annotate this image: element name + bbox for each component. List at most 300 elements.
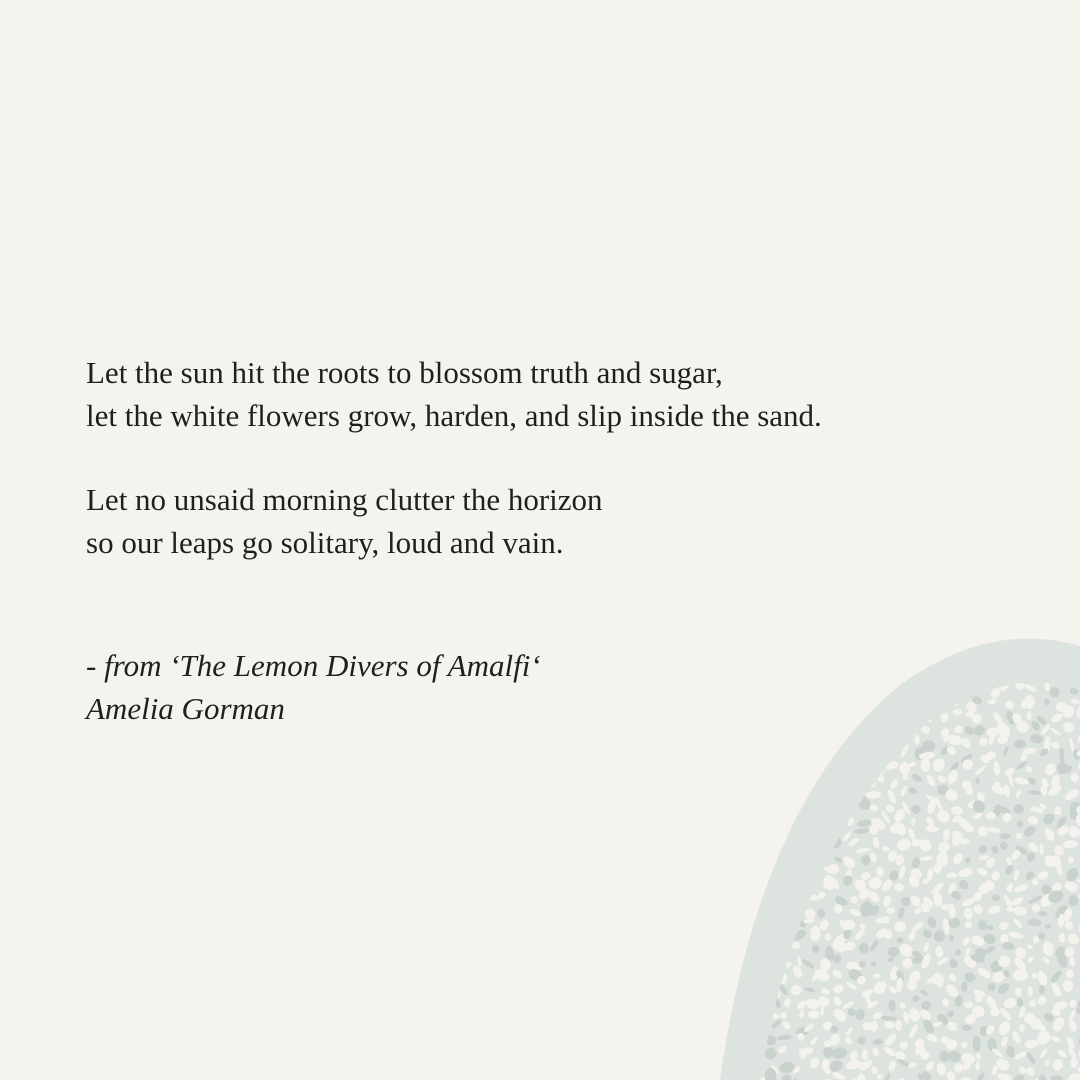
decor-spot [753,841,765,852]
decor-spot [1029,999,1036,1007]
decor-spot [873,973,881,978]
decor-spot [848,790,856,798]
decor-spot [869,815,887,832]
decor-spot [886,788,897,804]
decor-spot [1036,870,1050,882]
decor-spot [1063,879,1079,893]
decor-spot [971,1005,985,1018]
decor-spot [1027,986,1033,997]
decor-spot [872,682,881,691]
decor-spot [926,1033,939,1044]
decor-spot [998,920,1010,931]
decor-spot [835,741,843,752]
decor-spot [907,874,922,890]
decor-spot [899,762,910,776]
attribution [86,644,541,730]
decor-spot [1044,854,1056,867]
decor-spot [800,703,818,720]
decor-spot [808,1056,821,1070]
decor-spot [885,723,894,734]
decor-spot [965,711,974,719]
decor-spot [764,751,773,760]
decor-spot [1005,710,1017,726]
decor-spot [922,942,930,953]
decor-spot [778,710,786,721]
decor-spot [905,685,922,700]
decor-spot [831,953,843,965]
decor-spot [770,880,782,892]
decor-spot [1042,956,1051,966]
decor-spot [1013,1073,1025,1080]
decor-spot [942,828,950,841]
decor-spot [826,694,842,709]
decor-spot [1005,1045,1016,1058]
decor-spot [783,844,795,857]
decor-spot [964,856,972,864]
decor-spot [1014,844,1029,857]
decor-spot [991,1047,1004,1059]
decor-spot [924,1060,936,1073]
decor-spot [884,731,898,746]
decor-spot [881,845,890,852]
decor-spot [780,902,790,915]
decor-spot [961,953,978,970]
decor-spot [939,727,950,739]
decor-spot [754,707,766,719]
decor-spot [988,958,1005,974]
decor-spot [855,1073,866,1080]
decor-spot [841,920,856,931]
decor-spot [875,917,885,924]
decor-spot [969,953,985,964]
decor-spot [924,715,934,724]
decor-spot [1002,969,1011,979]
decor-spot [881,1073,891,1080]
decor-spot [1076,1064,1080,1075]
decor-spot [911,706,921,721]
decor-spot [857,682,873,696]
decor-spot [1070,801,1080,815]
decor-spot [882,1045,897,1058]
decor-spot [957,878,970,891]
decor-spot [808,853,819,864]
decor-spot [910,772,923,783]
decor-spot [960,838,971,845]
decor-spot [843,760,852,769]
decor-spot [1038,985,1045,995]
decor-spot [911,994,921,1004]
decor-spot [845,1026,855,1037]
decor-spot [972,903,985,916]
decor-spot [802,1046,814,1055]
decor-spot [954,995,964,1008]
decor-spot [1027,776,1037,786]
decor-spot [841,928,853,941]
decor-spot [977,882,991,896]
decor-spot [1005,856,1013,866]
decor-spot [848,721,859,732]
decor-spot [932,1020,944,1027]
decor-spot [818,843,825,849]
decor-spot [978,736,990,748]
decor-spot [945,1020,959,1033]
decor-spot [863,992,872,1007]
decor-spot [1043,698,1050,706]
decor-spot [970,798,987,815]
decor-spot [921,927,933,939]
decor-spot [887,985,898,995]
decor-spot [1042,826,1056,842]
decor-spot [908,866,924,882]
decor-spot [954,725,964,734]
decor-spot [766,868,778,882]
decor-spot [930,881,945,896]
decor-spot [796,956,802,967]
decor-spot [753,735,765,746]
decor-spot [822,716,830,724]
decor-spot [914,747,927,761]
decor-spot [777,916,794,931]
decor-spot [780,853,793,863]
decor-spot [1006,907,1015,913]
decor-spot [806,804,820,816]
decor-spot [843,1036,853,1046]
decor-spot [949,760,961,773]
decor-spot [874,773,886,784]
decor-spot [987,698,997,705]
decor-spot [1065,764,1074,774]
decor-spot [781,1019,792,1031]
decor-spot [918,751,935,761]
decor-spot [1063,840,1079,849]
decor-spot [866,999,879,1010]
decor-spot [1030,719,1042,732]
decor-spot [1068,956,1076,967]
decor-spot [756,753,766,764]
decor-spot [844,732,860,749]
decor-spot [806,785,816,796]
decor-spot [769,971,782,979]
decor-spot [941,904,949,911]
decor-spot [792,942,801,949]
decor-spot [750,931,765,947]
decor-spot [1050,1035,1061,1044]
decor-spot [870,731,886,746]
decor-spot [1010,895,1024,907]
decor-spot [999,833,1011,839]
decor-spot [1000,841,1008,851]
decor-spot [1013,1050,1028,1062]
decor-spot [806,758,818,768]
decor-spot [984,750,998,762]
decor-spot [976,866,989,877]
decor-spot [891,737,908,751]
decor-spot [772,827,782,837]
decor-spot [790,810,803,823]
decor-spot [844,816,856,828]
decor-spot [754,800,769,815]
decor-spot [1067,1046,1078,1060]
decor-spot [876,1073,884,1080]
poem-line: Let the sun hit the roots to blossom truth and sugar, [86,355,723,390]
decor-spot [782,718,798,735]
decor-spot [819,1006,825,1016]
decor-spot [926,799,937,815]
decor-spot [797,902,807,912]
decor-spot [959,736,972,750]
decor-spot [1069,999,1077,1008]
decor-spot [896,1058,911,1069]
decor-spot [812,944,820,953]
decor-spot [765,842,775,847]
decor-spot [889,778,900,790]
decor-spot [811,968,821,982]
decor-spot [982,932,997,946]
decor-spot [935,1012,950,1027]
decor-spot [1002,812,1012,823]
decor-spot [1014,739,1027,749]
decor-spot [990,969,1007,985]
decor-spot [881,1015,897,1021]
decor-spot [791,928,808,943]
decor-spot [881,928,894,941]
decor-spot [815,776,829,783]
decor-spot [910,803,922,815]
decor-spot [902,958,913,970]
decor-spot [791,1065,801,1075]
decor-spot [939,712,950,724]
decor-spot [809,1035,819,1046]
decor-spot [822,874,836,891]
decor-spot [926,685,936,697]
decor-spot [909,695,920,703]
decor-spot [756,1006,770,1019]
decor-spot [836,719,847,729]
decor-spot [946,733,964,747]
decor-spot [928,694,937,705]
poem-line: so our leaps go solitary, loud and vain. [86,525,564,560]
decor-spot [841,830,852,842]
decor-spot [817,752,827,762]
decor-spot [895,707,910,725]
decor-spot [1015,789,1022,798]
decor-spot [828,829,841,840]
decor-spot [819,829,827,836]
decor-spot [888,869,900,882]
decor-spot [907,1007,922,1024]
decor-spot [821,1045,836,1060]
decor-spot [1046,888,1065,905]
decor-spot [1004,699,1015,710]
decor-spot [907,827,917,840]
decor-spot [789,709,801,720]
decor-spot [871,979,889,997]
decor-spot [1057,1048,1068,1059]
decor-spot [1041,812,1057,827]
decor-spot [1053,1000,1069,1011]
decor-spot [798,1047,807,1059]
decor-spot [796,843,807,854]
decor-spot [781,935,793,942]
decor-spot [895,969,906,982]
decor-spot [936,981,943,988]
decor-spot [805,870,815,880]
decor-spot [1015,831,1024,840]
decor-spot [1025,1051,1037,1065]
decor-spot [908,1061,917,1068]
decor-spot [1068,810,1080,822]
decor-spot [946,768,960,785]
decor-spot [847,694,858,705]
decor-spot [883,760,900,770]
decor-spot [1015,720,1030,735]
decor-spot [1015,681,1025,691]
decor-spot [788,768,802,786]
decor-spot [913,907,922,915]
decor-spot [987,904,1001,915]
decor-spot [1049,969,1063,984]
decor-spot [947,882,958,895]
decor-spot [814,738,828,751]
decor-spot [860,855,870,867]
decor-spot [970,934,986,948]
decor-spot [899,785,908,797]
decor-spot [920,1070,933,1080]
decor-spot [789,984,803,997]
decor-spot [921,1018,936,1035]
decor-spot [899,1041,909,1050]
decor-spot [996,678,1011,693]
decor-spot [867,875,883,890]
decor-spot [829,1024,840,1035]
decor-spot [855,974,867,986]
decor-spot [918,1008,933,1023]
decor-spot [780,1012,787,1019]
decor-spot [1030,971,1039,980]
decor-spot [1061,703,1077,720]
decor-spot [892,807,907,824]
decor-spot [799,830,816,839]
decor-spot [1040,785,1047,796]
decor-spot [758,920,768,930]
decor-spot [778,1060,796,1075]
decor-spot [753,757,769,773]
decor-spot [835,810,848,823]
decor-spot [845,981,857,991]
decor-spot [843,868,853,884]
decor-spot [770,765,780,775]
decor-spot [1057,914,1065,928]
decor-spot [911,856,922,870]
decor-spot [765,920,775,930]
decor-spot [860,871,871,880]
decor-spot [990,870,1001,882]
decor-spot [996,734,1009,745]
decor-spot [891,820,908,838]
decor-spot [1069,1057,1079,1068]
decor-spot [1036,994,1048,1007]
decor-spot [986,925,994,930]
decor-spot [921,758,931,772]
decor-spot [778,786,787,795]
decor-spot [776,1034,792,1041]
decor-spot [978,855,990,861]
decor-spot [834,904,843,914]
decor-spot [935,807,952,824]
decor-spot [1051,1007,1062,1018]
decor-spot [1002,996,1018,1010]
decor-spot [832,983,845,995]
decor-spot [868,699,881,711]
decor-spot [1014,777,1030,786]
decor-spot [996,953,1013,969]
decor-spot [991,711,1005,727]
decor-spot [964,785,975,797]
decor-spot [919,901,932,914]
decor-spot [856,819,872,828]
decor-spot [861,1049,868,1060]
decor-spot [947,903,957,919]
decor-spot [841,1000,855,1011]
decor-spot [857,941,870,954]
decor-spot [752,856,765,871]
decor-spot [1062,721,1075,733]
decor-spot [1037,931,1047,941]
decor-spot [849,714,857,722]
decor-spot [1010,711,1023,726]
decor-spot [1031,934,1041,944]
decor-spot [936,956,950,967]
decor-spot [889,823,901,834]
decor-spot [945,744,958,757]
decor-spot [1076,707,1080,719]
decor-spot [765,943,778,959]
decor-spot [987,1038,998,1052]
decor-spot [828,1059,844,1074]
decor-spot [869,711,877,719]
decor-spot [996,981,1012,996]
decor-spot [1056,823,1071,837]
decor-spot [857,1036,867,1046]
decor-spot [887,956,894,962]
decor-spot [776,982,789,997]
decor-spot [764,774,778,789]
decor-spot [765,790,775,801]
decor-spot [1055,701,1068,713]
decor-spot [908,786,919,795]
decor-spot [854,765,868,778]
decor-spot [948,934,954,941]
decor-spot [973,1036,981,1052]
decor-spot [833,895,848,908]
decor-spot [804,894,818,902]
decor-spot [763,733,780,749]
poem-line: Let no unsaid morning clutter the horizon [86,482,603,517]
decor-spot [908,1023,920,1039]
decor-spot [1062,907,1073,922]
decor-spot [821,760,831,769]
decor-spot [749,992,763,1008]
decor-spot [775,827,792,838]
decor-spot [789,824,803,837]
decor-spot [951,814,963,824]
poem-stanza [86,478,1046,564]
decor-spot [758,878,769,888]
decor-spot [1042,940,1056,957]
decor-spot [963,919,973,929]
decor-spot [863,1022,874,1030]
decor-spot [1003,766,1015,777]
